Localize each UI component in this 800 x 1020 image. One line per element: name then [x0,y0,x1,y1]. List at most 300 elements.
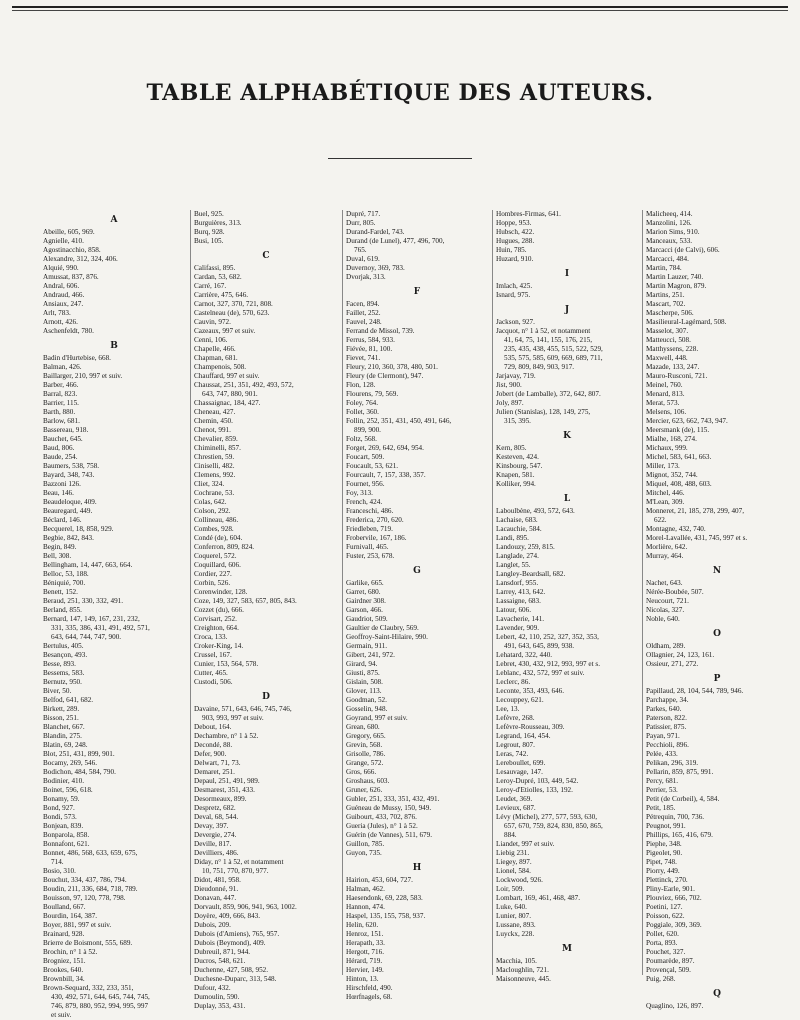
index-entry: 903, 993, 997 et suiv. [202,714,264,722]
index-column-4 [492,210,641,983]
index-entry: 41, 64, 75, 141, 155, 176, 215, [504,336,593,344]
index-entry: Kesteven, 424. [496,453,539,461]
index-entry: Legrout, 807. [496,741,535,749]
index-entry: Dvorjak, 313. [346,273,386,281]
index-entry: 657, 670, 759, 824, 830, 850, 865, [504,822,603,830]
index-entry: Barlow, 681. [43,417,80,425]
index-entry: Quaglino, 126, 897. [646,1002,704,1010]
index-entry: Mascherpe, 506. [646,309,694,317]
top-rule-thin [12,10,788,11]
index-entry: Brown-Sequard, 332, 233, 351, [43,984,134,992]
index-entry: Puig, 268. [646,975,676,983]
index-entry: Foucault, 53, 621. [346,462,399,470]
index-entry: Cliet, 324. [194,480,225,488]
index-entry: Laboulbène, 493, 572, 643. [496,507,575,515]
index-entry: Bonjean, 839. [43,822,84,830]
index-entry: Foy, 313. [346,489,373,497]
index-entry: Gaultier de Claubry, 569. [346,624,419,632]
index-entry: Langlet, 55. [496,561,531,569]
index-entry: Latour, 606. [496,606,532,614]
index-entry: Duchesne-Duparc, 313, 548. [194,975,277,983]
section-letter: J [564,305,570,315]
index-entry: Martin, 784. [646,264,682,272]
index-entry: Doyère, 409, 666, 843. [194,912,261,920]
index-entry: Beaudeloque, 409. [43,498,97,506]
index-entry: Blanchet, 667. [43,723,85,731]
index-column-2 [190,210,341,1010]
index-entry: Pigeolet, 90. [646,849,683,857]
index-entry: Cauvin, 972. [194,318,231,326]
index-entry: Martins, 251. [646,291,685,299]
index-columns [40,210,790,1019]
index-entry: Manzolini, 126. [646,219,692,227]
index-entry: Mitchel, 446. [646,489,685,497]
index-entry: Pellarin, 859, 875, 991. [646,768,714,776]
index-entry: Custodi, 506. [194,678,233,686]
index-entry: Lecouppey, 621. [496,696,544,704]
index-entry: Kern, 805. [496,444,527,452]
index-entry: Gruner, 626. [346,786,383,794]
index-entry: Blatin, 69, 248. [43,741,88,749]
index-entry: Hairion, 453, 604, 727. [346,876,413,884]
section-letter: P [713,674,721,684]
index-entry: Nicolas, 327. [646,606,685,614]
index-entry: Cozzet (du), 666. [194,606,244,614]
index-entry: Amussat, 837, 876. [43,273,99,281]
index-entry: Bayard, 348, 743. [43,471,95,479]
index-entry: Hugues, 288. [496,237,535,245]
index-entry: Pliny-Earle, 901. [646,885,695,893]
index-entry: Girard, 94. [346,660,378,668]
index-entry: Birkett, 289. [43,705,80,713]
title-underline [328,158,472,159]
index-entry: Agnielle, 410. [43,237,84,245]
index-entry: Croca, 133. [194,633,228,641]
index-entry: Desmarest, 351, 433. [194,786,255,794]
index-entry: Baumers, 538, 758. [43,462,100,470]
index-entry: Castelneau (de), 570, 623. [194,309,270,317]
index-entry: Gregory, 665. [346,732,386,740]
index-entry: Hubsch, 422. [496,228,535,236]
index-entry: Corvisart, 252. [194,615,237,623]
section-letter: A [110,215,118,225]
index-entry: M'Lean, 309. [646,498,685,506]
index-entry: Bassereau, 918. [43,426,89,434]
index-entry: Foltz, 568. [346,435,377,443]
index-entry: Corbin, 526. [194,579,231,587]
index-entry: Hervier, 149. [346,966,384,974]
index-entry: Diday, n° 1 à 52, et notamment [194,858,284,866]
index-entry: Baude, 254. [43,453,78,461]
index-entry: Beraud, 251, 330, 332, 491. [43,597,124,605]
index-entry: Leblanc, 432, 572, 997 et suiv. [496,669,585,677]
index-entry: Benett, 152. [43,588,78,596]
index-entry: Lassaigne, 683. [496,597,541,605]
index-entry: Nérée-Boubée, 507. [646,588,704,596]
index-entry: Fleury (de Clermont), 947. [346,372,424,380]
index-entry: Bonparola, 858. [43,831,90,839]
index-entry: Chenot, 991. [194,426,231,434]
index-entry: Lévy (Michel), 277, 577, 593, 630, [496,813,598,821]
index-entry: Baud, 806. [43,444,75,452]
index-entry: Masilieural-Lagémard, 508. [646,318,727,326]
index-entry: Gubler, 251, 333, 351, 432, 491. [346,795,440,803]
index-entry: Foucart, 509. [346,453,385,461]
index-entry: 235, 435, 438, 455, 515, 522, 529, [504,345,603,353]
index-entry: Blot, 251, 431, 899, 901. [43,750,115,758]
section-letter: K [563,431,571,441]
index-entry: Guérin (de Vannes), 511, 679. [346,831,433,839]
index-entry: Decondé, 88. [194,741,233,749]
index-entry: Bessems, 583. [43,669,85,677]
index-entry: Biver, 50. [43,687,72,695]
index-entry: Lavender, 909. [496,624,540,632]
index-entry: Alquié, 990. [43,264,79,272]
index-entry: Bouisson, 97, 120, 778, 798. [43,894,126,902]
index-entry: Pétrequin, 700, 736. [646,813,705,821]
index-entry: Guillon, 785. [346,840,385,848]
index-entry: Jackson, 927. [496,318,535,326]
index-entry: Mascart, 702. [646,300,686,308]
index-entry: Fleury, 210, 360, 378, 480, 501. [346,363,438,371]
index-entry: Fourcault, 7, 157, 338, 357. [346,471,426,479]
index-entry: Guéneau de Mussy, 150, 949. [346,804,432,812]
index-entry: Brownbill, 34. [43,975,85,983]
index-entry: Beauregard, 449. [43,507,93,515]
index-entry: Goodman, 52. [346,696,387,704]
index-entry: Joly, 897. [496,399,524,407]
index-entry: Pecchioli, 896. [646,741,689,749]
index-entry: Cardan, 53, 682. [194,273,242,281]
index-entry: Oldham, 289. [646,642,686,650]
index-entry: Pollet, 620. [646,930,679,938]
index-entry: Durand (de Lunel), 477, 496, 700, [346,237,445,245]
index-entry: Abeille, 605, 969. [43,228,95,236]
index-entry: Helin, 620. [346,921,379,929]
index-entry: Dubois (d'Amiens), 765, 957. [194,930,280,938]
index-entry: Baillarger, 210, 997 et suiv. [43,372,123,380]
index-entry: Begin, 849. [43,543,77,551]
index-entry: Dufour, 432. [194,984,231,992]
index-entry: Ansiaux, 247. [43,300,84,308]
index-entry: Colas, 642. [194,498,227,506]
index-entry: Grean, 680. [346,723,380,731]
index-entry: Combes, 928. [194,525,234,533]
index-entry: Bodinier, 410. [43,777,85,785]
index-entry: Colson, 292. [194,507,231,515]
index-entry: Larrey, 413, 642. [496,588,546,596]
index-entry: Grange, 572. [346,759,384,767]
index-entry: Luyckx, 228. [496,930,535,938]
index-entry: Balman, 426. [43,363,82,371]
top-double-rule [12,6,788,8]
index-entry: 884. [504,831,517,839]
index-entry: Henroz, 151. [346,930,384,938]
index-entry: Loir, 509. [496,885,525,893]
index-entry: Lebert, 42, 110, 252, 327, 352, 353, [496,633,599,641]
index-entry: Pelée, 433. [646,750,678,758]
index-entry: Poumarède, 897. [646,957,695,965]
index-entry: Foley, 764. [346,399,379,407]
index-entry: Manceaux, 533. [646,237,693,245]
section-letter: H [412,863,422,873]
index-entry: Morlière, 642. [646,543,688,551]
index-entry: Boinet, 596, 618. [43,786,93,794]
index-entry: Barral, 823. [43,390,78,398]
index-entry: Carnot, 327, 370, 721, 808. [194,300,273,308]
index-entry: Corenwinder, 128. [194,588,248,596]
index-entry: Lacauchie, 584. [496,525,542,533]
index-entry: Leroy-d'Etiolles, 133, 192. [496,786,573,794]
index-entry: Bosio, 310. [43,867,76,875]
index-entry: Leconte, 353, 493, 646. [496,687,565,695]
index-column-5 [642,210,791,1010]
index-entry: Luke, 640. [496,903,527,911]
index-entry: Ollagnier, 24, 123, 161. [646,651,715,659]
index-entry: Payan, 971. [646,732,680,740]
index-entry: Fiévée, 81, 100. [346,345,393,353]
index-entry: Durand-Fardel, 743. [346,228,405,236]
index-entry: Gairdner 308. [346,597,386,605]
section-letter: L [563,494,571,504]
index-entry: 643, 747, 880, 901. [202,390,258,398]
index-entry: Bellingham, 14, 447, 663, 664. [43,561,133,569]
index-entry: Cutter, 465. [194,669,228,677]
index-entry: Papillaud, 28, 104, 544, 789, 946. [646,687,744,695]
index-entry: Barth, 880. [43,408,76,416]
index-entry: Michel, 583, 641, 663. [646,453,712,461]
index-entry: 430, 492, 571, 644, 645, 744, 745, [51,993,150,1001]
index-entry: Perrier, 53. [646,786,678,794]
index-entry: Pelikan, 296, 319. [646,759,699,767]
index-entry: Bond, 927. [43,804,75,812]
index-entry: Cenni, 106. [194,336,228,344]
index-entry: Morel-Lavallée, 431, 745, 997 et s. [646,534,748,542]
index-entry: Paterson, 822. [646,714,687,722]
index-entry: Lehatard, 322, 440. [496,651,553,659]
index-entry: Chauffard, 997 et suiv. [194,372,260,380]
index-entry: Garson, 466. [346,606,383,614]
index-entry: 491, 643, 645, 899, 938. [504,642,575,650]
index-entry: Brierre de Boismont, 555, 689. [43,939,133,947]
index-entry: Ferrus, 584, 933. [346,336,395,344]
index-entry: Jobert (de Lamballe), 372, 642, 807. [496,390,601,398]
index-entry: Croker-King, 14. [194,642,244,650]
section-letter: D [262,692,270,702]
index-entry: Carrière, 475, 646. [194,291,249,299]
index-entry: Leras, 742. [496,750,529,758]
index-entry: Delwart, 71, 73. [194,759,241,767]
index-entry: Isnard, 975. [496,291,531,299]
index-entry: Defer, 900. [194,750,227,758]
index-entry: Masselot, 307. [646,327,689,335]
index-entry: Fournet, 956. [346,480,385,488]
index-entry: Porta, 893. [646,939,678,947]
index-entry: Marcacci, 484. [646,255,689,263]
index-entry: Franceschi, 486. [346,507,394,515]
index-entry: Blandin, 275. [43,732,82,740]
index-entry: Flon, 128. [346,381,376,389]
index-entry: Hergott, 716. [346,948,384,956]
index-entry: Coquillard, 606. [194,561,241,569]
index-entry: 765. [354,246,367,254]
index-entry: Barrier, 115. [43,399,79,407]
index-entry: Mercier, 623, 662, 743, 947. [646,417,728,425]
index-entry: Durr, 805. [346,219,376,227]
index-entry: Hirschfeld, 490. [346,984,393,992]
index-entry: Poggiale, 309, 369. [646,921,702,929]
index-column-3 [342,210,491,1001]
index-entry: Alexandre, 312, 324, 406. [43,255,118,263]
index-entry: Poetini, 127. [646,903,683,911]
index-entry: Parchappe, 34. [646,696,689,704]
index-entry: Burq, 928. [194,228,225,236]
index-entry: Boulland, 667. [43,903,86,911]
index-entry: Conferron, 809, 824. [194,543,255,551]
index-entry: Jarjavay, 719. [496,372,536,380]
index-entry: 714. [51,858,64,866]
index-entry: Noble, 640. [646,615,680,623]
index-entry: Friedleben, 719. [346,525,393,533]
index-entry: Murray, 464. [646,552,684,560]
index-entry: Gros, 666. [346,768,377,776]
index-entry: Lansdorf, 955. [496,579,539,587]
index-entry: Lunier, 807. [496,912,532,920]
index-entry: Coze, 149, 327, 583, 657, 805, 843. [194,597,297,605]
index-entry: Halman, 462. [346,885,385,893]
page-title: TABLE ALPHABÉTIQUE DES AUTEURS. [146,80,654,106]
index-entry: Demaret, 251. [194,768,235,776]
index-entry: Dubois (Beymond), 409. [194,939,266,947]
index-entry: Malicheeq, 414. [646,210,693,218]
index-entry: Brainard, 928. [43,930,85,938]
index-entry: Macchia, 105. [496,957,537,965]
index-entry: Cochrane, 53. [194,489,235,497]
index-entry: Pipet, 748. [646,858,677,866]
index-entry: Miller, 173. [646,462,680,470]
index-entry: Percy, 681. [646,777,679,785]
index-entry: Chapelle, 466. [194,345,236,353]
section-letter: G [413,566,421,576]
index-entry: Bonnet, 486, 568, 633, 659, 675, [43,849,138,857]
index-entry: Duchenne, 427, 508, 952. [194,966,269,974]
index-entry: Arnott, 426. [43,318,78,326]
index-entry: Lebret, 430, 432, 912, 993, 997 et s. [496,660,601,668]
section-letter: B [110,341,118,351]
index-entry: Lefèvre-Rousseau, 309. [496,723,565,731]
index-entry: Bodichon, 484, 584, 790. [43,768,116,776]
index-entry: Ferrand de Missol, 739. [346,327,415,335]
index-entry: Ducros, 548, 621. [194,957,246,965]
index-entry: Hinton, 13. [346,975,379,983]
index-entry: Califassi, 895. [194,264,236,272]
index-entry: Begbie, 842, 843. [43,534,94,542]
index-entry: Plettinck, 270. [646,876,688,884]
index-entry: Deville, 817. [194,840,232,848]
index-entry: Jist, 900. [496,381,522,389]
index-entry: Leudet, 369. [496,795,533,803]
index-entry: 10, 751, 770, 870, 977. [202,867,269,875]
index-entry: Meinel, 760. [646,381,683,389]
index-entry: Grevin, 568. [346,741,383,749]
index-entry: Bertulus, 405. [43,642,84,650]
index-entry: Giusti, 875. [346,669,380,677]
index-entry: Petit (de Corbeil), 4, 584. [646,795,720,803]
index-entry: Piephe, 348. [646,840,682,848]
index-entry: Dorvault, 859, 906, 941, 963, 1002. [194,903,297,911]
index-entry: Guibourt, 433, 702, 876. [346,813,417,821]
index-entry: Bauchet, 645. [43,435,83,443]
index-entry: et suiv. [51,1011,72,1019]
index-entry: Carré, 167. [194,282,227,290]
index-entry: Clemens, 992. [194,471,236,479]
index-entry: Cazeaux, 997 et suiv. [194,327,256,335]
index-column-1 [40,210,188,1019]
index-entry: Chemin, 450. [194,417,233,425]
index-entry: Debout, 164. [194,723,232,731]
index-entry: Mignot, 352, 744. [646,471,698,479]
index-entry: Hœrfnagels, 68. [346,993,393,1001]
index-entry: Faillet, 252. [346,309,381,317]
index-entry: Gibert, 241, 972. [346,651,395,659]
index-entry: 643, 644, 744, 747, 900. [51,633,122,641]
index-entry: 729, 809, 849, 903, 917. [504,363,575,371]
index-entry: Garret, 680. [346,588,381,596]
index-entry: Aschenfeldt, 780. [43,327,94,335]
index-entry: Bouchut, 334, 437, 786, 794. [43,876,127,884]
index-entry: Bocamy, 269, 546. [43,759,98,767]
index-entry: Frederica, 270, 620. [346,516,404,524]
index-entry: Martin Lauzer, 740. [646,273,704,281]
index-entry: Belloc, 53, 188. [43,570,89,578]
index-entry: Goyrand, 997 et suiv. [346,714,408,722]
index-entry: Bazzoni 126. [43,480,81,488]
index-entry: Bourdin, 164, 387. [43,912,98,920]
index-entry: Agostinacchio, 858. [43,246,101,254]
index-entry: Langlade, 274. [496,552,539,560]
index-entry: Glover, 113. [346,687,382,695]
index-entry: Hannon, 474. [346,903,385,911]
index-entry: Boudin, 211, 336, 684, 718, 789. [43,885,138,893]
index-entry: Fuster, 253, 678. [346,552,395,560]
index-entry: Besançon, 493. [43,651,88,659]
index-entry: Barber, 466. [43,381,79,389]
index-entry: Belfod, 641, 682. [43,696,94,704]
index-entry: Matteucci, 508. [646,336,691,344]
index-entry: Forget, 269, 642, 694, 954. [346,444,424,452]
index-entry: Dumoulin, 590. [194,993,240,1001]
index-entry: Hombres-Firmas, 641. [496,210,561,218]
index-entry: Bonamy, 59. [43,795,80,803]
index-entry: Cheneau, 427. [194,408,236,416]
index-entry: Piorry, 449. [646,867,680,875]
index-entry: 622. [654,516,667,524]
index-entry: Lereboullet, 699. [496,759,546,767]
index-entry: Bernutz, 950. [43,678,82,686]
index-entry: Lee, 13. [496,705,520,713]
index-entry: Kolliker, 994. [496,480,536,488]
index-entry: Fauvel, 248. [346,318,382,326]
index-entry: Chrestien, 59. [194,453,235,461]
index-entry: Montagne, 432, 740. [646,525,706,533]
section-letter: Q [713,989,721,999]
index-entry: Lavacherie, 141. [496,615,545,623]
index-entry: Petit, 185. [646,804,676,812]
index-entry: Mazade, 133, 247. [646,363,700,371]
index-entry: Collineau, 486. [194,516,239,524]
index-entry: Poisson, 622. [646,912,685,920]
index-entry: Desormeaux, 899. [194,795,247,803]
